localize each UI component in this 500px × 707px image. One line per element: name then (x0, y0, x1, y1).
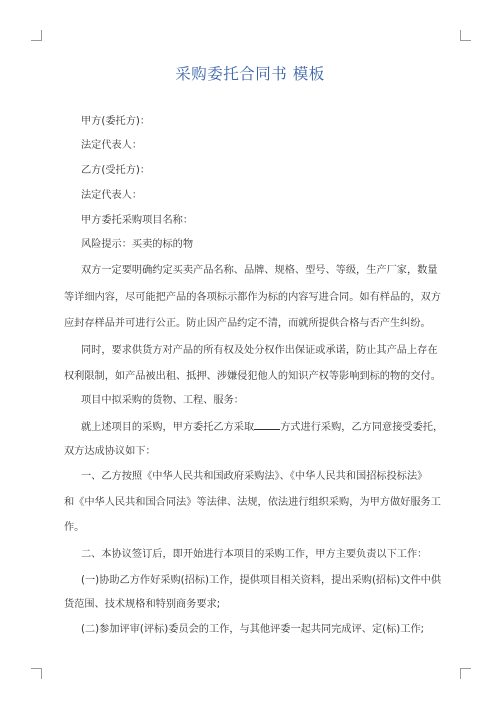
fill-in-blank (254, 420, 280, 430)
paragraph-text: 就上述项目的采购，甲方委托乙方采取 (81, 422, 255, 433)
paragraph-line (81, 420, 443, 434)
party-b-line: 乙方(受托方)： (81, 165, 151, 176)
project-name-line: 甲方委托采购项目名称： (81, 215, 194, 226)
document-title: 采购委托合同书 模板 (175, 65, 325, 83)
legal-rep-b-line: 法定代表人： (81, 190, 143, 201)
paragraph-line: 作。 (64, 522, 85, 533)
paragraph-line: 权利限制，如产品被出租、抵押、涉嫌侵犯他人的知识产权等影响到标的物的交付。 (64, 371, 441, 382)
paragraph-text: 方式进行采购，乙方同意接受委托， (280, 422, 444, 433)
paragraph-line: 双方达成协议如下： (64, 446, 156, 457)
paragraph-line: 货范围、技术规格和特别商务要求; (64, 599, 221, 610)
paragraph-line: (一)协助乙方作好采购(招标)工作，提供项目相关资料，提出采购(招标)文件中供 (81, 575, 442, 586)
paragraph-line: 和《中华人民共和国合同法》等法律、法规，依法进行组织采购，为甲方做好服务工 (64, 497, 441, 508)
paragraph-line: 应封存样品并可进行公正。防止因产品约定不清，而就所提供合格与否产生纠纷。 (64, 318, 431, 329)
risk-tip-line: 风险提示：买卖的标的物 (81, 239, 194, 250)
paragraph-line: 双方一定要明确约定买卖产品名称、品牌、规格、型号、等级，生产厂家，数量 (81, 265, 438, 276)
crop-mark-bottom-left (31, 668, 42, 679)
paragraph-line: (二)参加评审(评标)委员会的工作，与其他评委一起共同完成评、定(标)工作; (81, 624, 425, 635)
paragraph-line: 同时，要求供货方对产品的所有权及处分权作出保证或承诺，防止其产品上存在 (81, 345, 438, 356)
paragraph-line: 二、本协议签订后，即开始进行本项目的采购工作，甲方主要负责以下工作： (81, 549, 428, 560)
crop-mark-bottom-right (460, 668, 471, 679)
paragraph-line: 一、乙方按照《中华人民共和国政府采购法》、《中华人民共和国招标投标法》 (81, 471, 428, 482)
legal-rep-a-line: 法定代表人： (81, 140, 143, 151)
crop-mark-top-right (460, 30, 471, 41)
party-a-line: 甲方(委托方)： (81, 116, 151, 127)
goods-line: 项目中拟采购的货物、工程、服务： (81, 395, 244, 406)
paragraph-line: 等详细内容，尽可能把产品的各项标示都作为标的内容写进合同。如有样品的，双方 (64, 292, 441, 303)
crop-mark-top-left (31, 30, 42, 41)
